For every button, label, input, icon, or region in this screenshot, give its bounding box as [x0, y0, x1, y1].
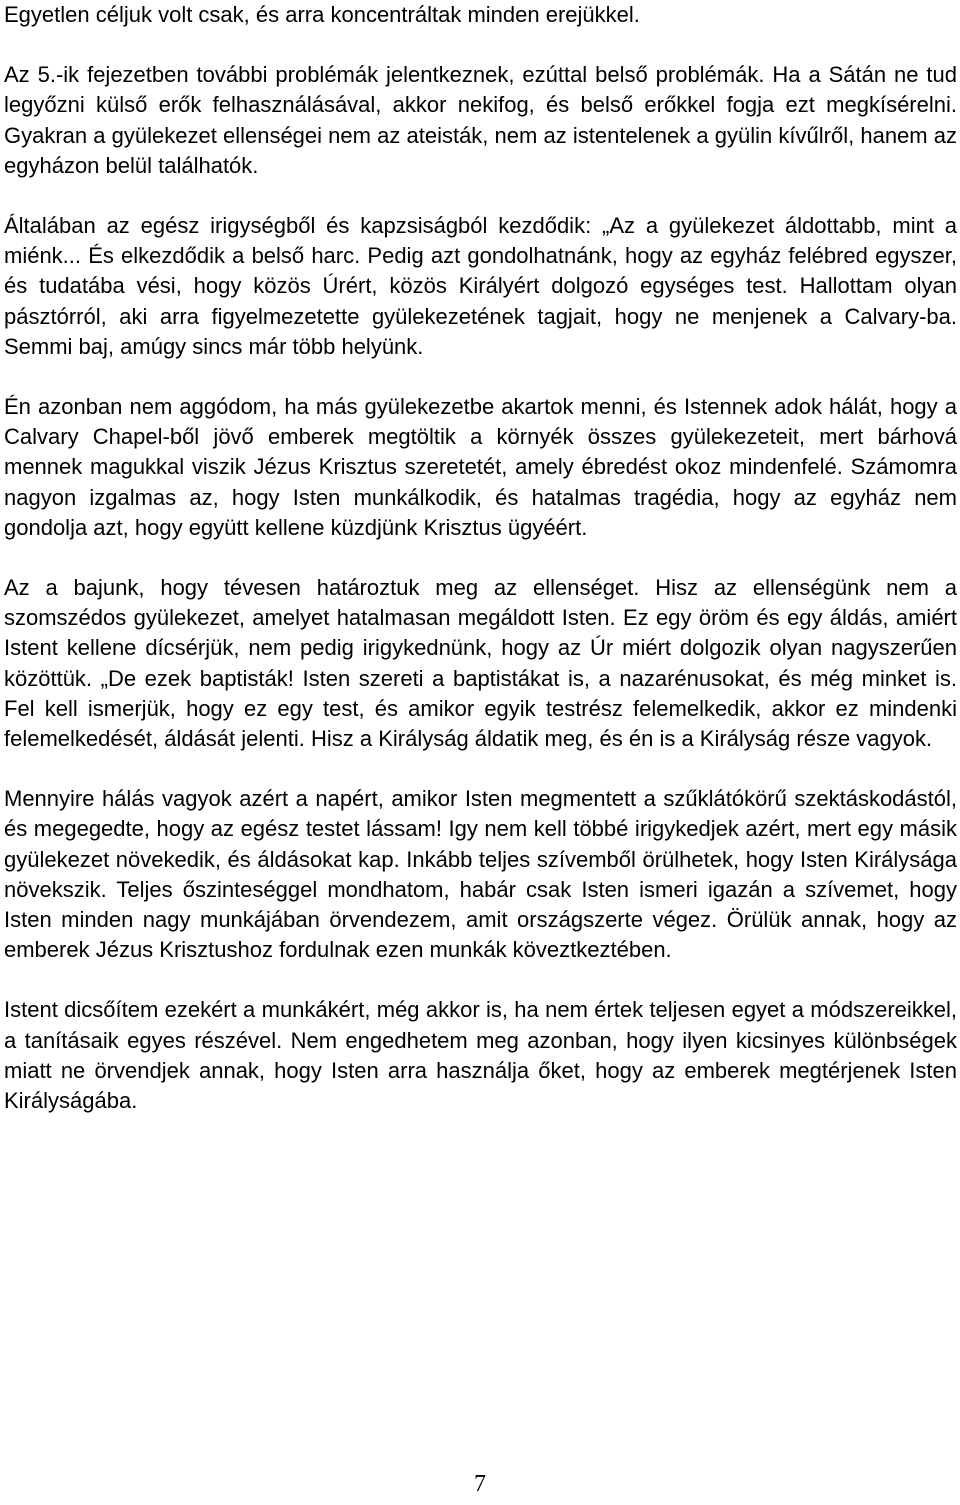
paragraph-3: Általában az egész irigységből és kapzsiságból kezdődik: „Az a gyülekezet áldottabb, mint a miénk... És elkezdődik a belső harc. Pedig azt gondolhatnánk, hogy az egyház felébred egyszer, és tudatába vési, hogy közös Úrért, közös Királyért dolgozó egységes test. Hallottam olyan pásztórról, aki arra figyelmezetette gyülekezetének tagjait, hogy ne menjenek a Calvary-ba. Semmi baj, amúgy sincs már több helyünk. — [4, 213, 957, 359]
paragraph-2: Az 5.-ik fejezetben további problémák jelentkeznek, ezúttal belső problémák. Ha a Sátán ne tud legyőzni külső erők felhasználásával, akkor nekifog, és belső erőkkel fogja ezt megkísérelni. Gyakran a gyülekezet ellenségei nem az ateisták, nem az istentelenek a gyülin kívűlről, hanem az egyházon belül találhatók. — [4, 62, 957, 178]
paragraph-1: Egyetlen céljuk volt csak, és arra koncentráltak minden erejükkel. — [4, 2, 640, 27]
page-number: 7 — [474, 1471, 486, 1497]
paragraph-5: Az a bajunk, hogy tévesen határoztuk meg az ellenséget. Hisz az ellenségünk nem a szomszédos gyülekezet, amelyet hatalmasan megáldott Isten. Ez egy öröm és egy áldás, amiért Istent kellene dícsérjük, nem pedig irigykednünk, hogy az Úr miért dolgozik olyan nagyszerűen közöttük. „De ezek baptisták! Isten szereti a baptistákat is, a nazarénusokat, és még minket is. Fel kell ismerjük, hogy ez egy test, és amikor egyik testrész felemelkedik, akkor ez mindenki felemelkedését, áldását jelenti. Hisz a Királyság áldatik meg, és én is a Királyság része vagyok. — [4, 575, 957, 752]
paragraph-4: Én azonban nem aggódom, ha más gyülekezetbe akartok menni, és Istennek adok hálát, hogy a Calvary Chapel-ből jövő emberek megtöltik a környék összes gyülekezeteit, mert bárhová mennek magukkal viszik Jézus Krisztus szeretetét, amely ébredést okoz mindenfelé. Számomra nagyon izgalmas az, hogy Isten munkálkodik, és hatalmas tragédia, hogy az egyház nem gondolja azt, hogy együtt kellene küzdjünk Krisztus ügyéért. — [4, 394, 957, 540]
document-body — [4, 0, 957, 1116]
paragraph-6: Mennyire hálás vagyok azért a napért, amikor Isten megmentett a szűklátókörű szektáskodástól, és megegedte, hogy az egész testet lássam! Igy nem kell többé irigykedjek azért, mert egy másik gyülekezet növekedik, és áldásokat kap. Inkább teljes szívemből örülhetek, hogy Isten Királysága növekszik. Teljes őszinteséggel mondhatom, habár csak Isten ismeri igazán a szívemet, hogy Isten minden nagy munkájában örvendezem, amit országszerte végez. Örülük annak, hogy az emberek Jézus Krisztushoz fordulnak ezen munkák köveztkeztében. — [4, 786, 957, 963]
paragraph-7: Istent dicsőítem ezekért a munkákért, még akkor is, ha nem értek teljesen egyet a módszereikkel, a tanításaik egyes részével. Nem engedhetem meg azonban, hogy ilyen kicsinyes különbségek miatt ne örvendjek annak, hogy Isten arra használja őket, hogy az emberek megtérjenek Isten Királyságába. — [4, 997, 957, 1114]
